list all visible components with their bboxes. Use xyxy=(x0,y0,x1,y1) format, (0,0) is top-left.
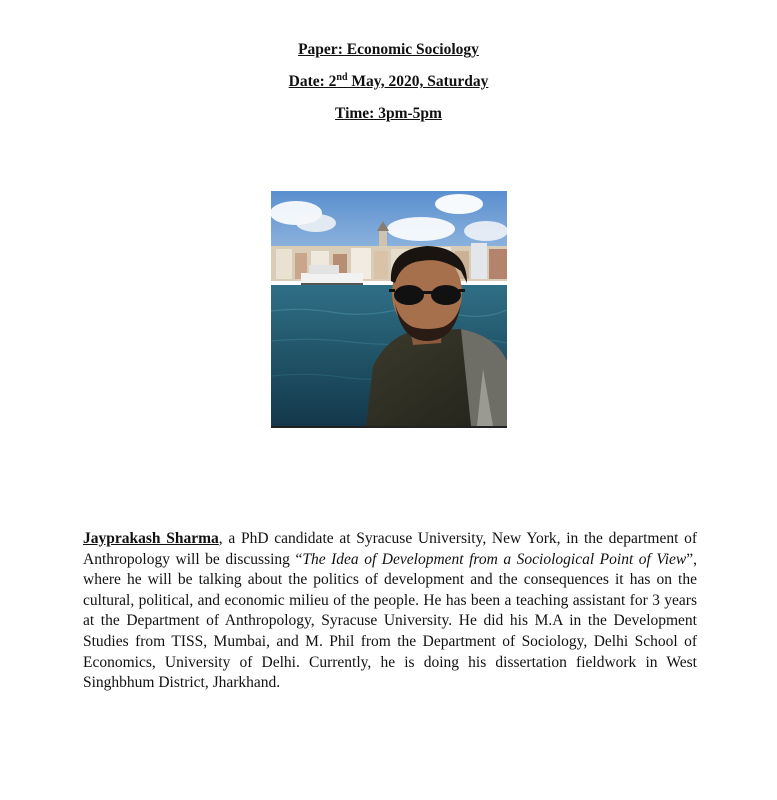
paper-title: Paper: Economic Sociology xyxy=(298,41,479,58)
talk-title: The Idea of Development from a Sociological Point of View xyxy=(302,550,687,568)
date-prefix: Date: 2 xyxy=(288,73,337,90)
bio-text-part1: , a PhD candidate at Syracuse University, New York, in the department of Anthropology will be discussing “ xyxy=(83,530,698,568)
bio-text-part2: ”, where he will be talking about the politics of development and the consequences it has on the cultural, political, and economic milieu of the people. He has been a teaching assistant for 3 years at the Department of Anthropology, Syracuse University. He did his M.A in the Development Studies from TISS, Mumbai, and M. Phil from the Department of Sociology, Delhi School of Economics, University of Delhi. Currently, he is doing his dissertation fieldwork in West Singhbhum District, Jharkhand. xyxy=(83,550,697,692)
event-time: Time: 3pm-5pm xyxy=(335,105,442,122)
event-date xyxy=(0,72,777,92)
date-ordinal-suffix: nd xyxy=(336,72,348,83)
speaker-portrait-photo xyxy=(271,191,507,428)
speaker-name: Jayprakash Sharma xyxy=(83,530,219,547)
date-suffix: May, 2020, Saturday xyxy=(347,73,489,90)
speaker-bio xyxy=(83,529,697,694)
